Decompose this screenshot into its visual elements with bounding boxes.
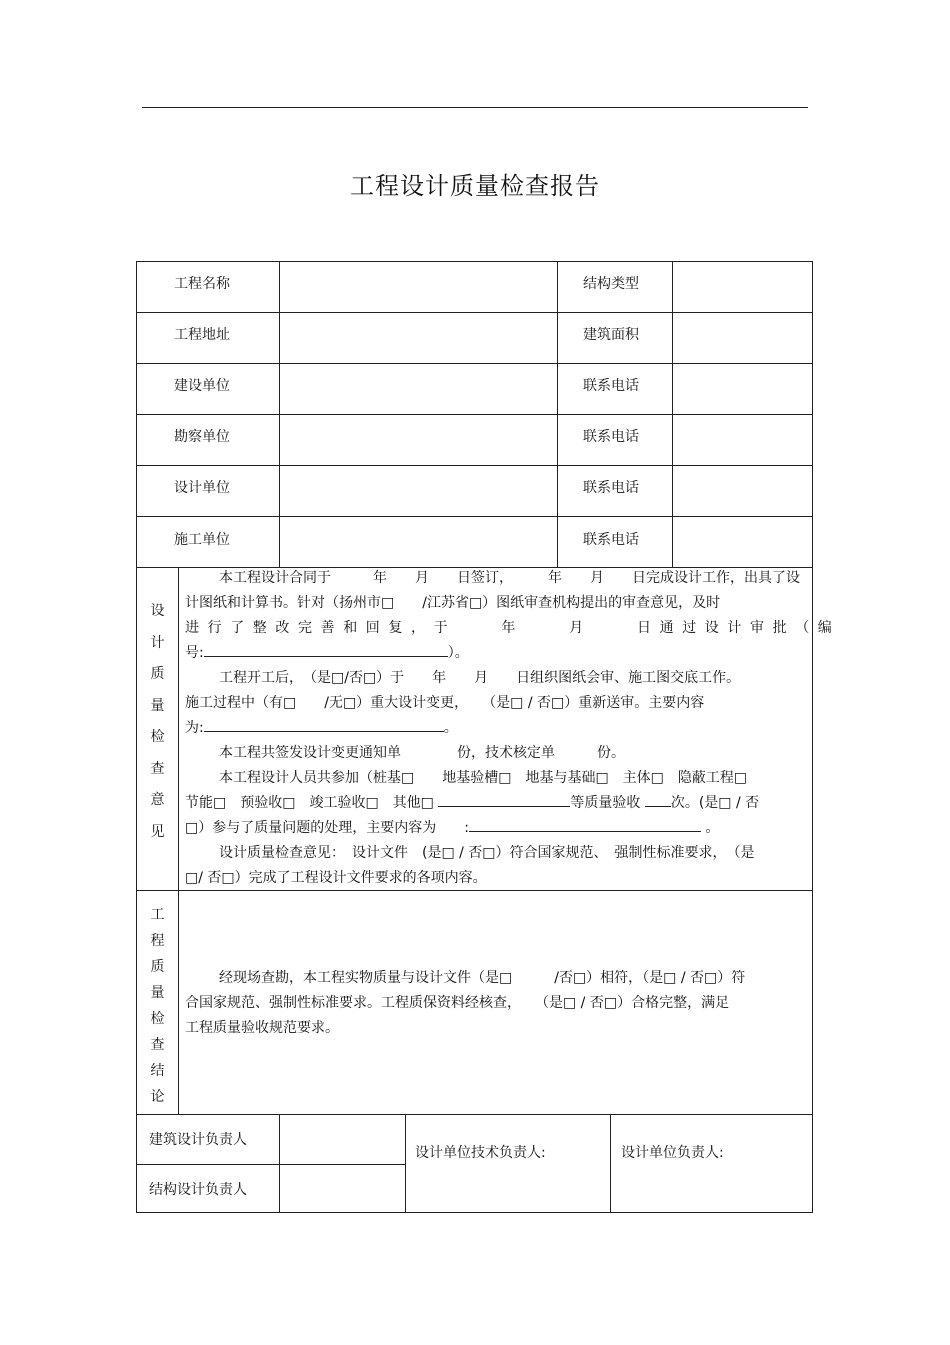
row-divider [137,363,812,364]
col-divider [610,1114,611,1212]
col-divider [178,567,179,1114]
text-line: 计图纸和计算书。针对（扬州市□ /江苏省□）图纸审查机构提出的审查意见，及时 [185,595,721,611]
text-line: □/ 否□）完成了工程设计文件要求的各项内容。 [185,870,487,886]
side-char: 查 [150,760,165,777]
text-line: 经现场查勘，本工程实物质量与设计文件（是□ /否□）相符，（是□ / 否□）符 [219,970,746,986]
side-char: 量 [150,697,165,714]
design-unit-label: 设计单位 [174,480,230,496]
header-rule [142,107,808,108]
struct-design-lead-field[interactable] [280,1165,404,1212]
row-divider [137,414,812,415]
col-divider [405,1114,406,1212]
text-line: 施工过程中（有□ /无□）重大设计变更， （是□ / 否□）重新送审。主要内容 [185,695,705,711]
side-char: 质 [150,959,165,975]
phone-label: 联系电话 [583,378,639,394]
text-fragment: 等质量验收 [570,795,641,811]
fill-blank[interactable] [204,642,448,657]
row-divider [137,312,812,313]
design-check-side-label [137,596,178,848]
design-check-text [185,566,841,891]
building-area-label: 建筑面积 [583,327,639,343]
side-char: 程 [150,933,165,949]
builder-unit-label: 施工单位 [174,532,230,548]
construction-unit-label: 建设单位 [174,378,230,394]
fill-blank[interactable] [469,817,701,832]
text-line [185,716,805,741]
phone-label: 联系电话 [583,429,639,445]
side-char: 查 [150,1037,165,1053]
text-line [185,641,805,666]
text-line: 本工程设计人员共参加（桩基□ 地基验槽□ 地基与基础□ 主体□ 隐蔽工程□ [219,770,748,786]
text-fragment: 号: [185,645,204,661]
row-divider [137,465,812,466]
text-fragment: 。 [705,820,720,836]
side-char: 量 [150,985,165,1001]
project-name-field[interactable] [280,262,556,311]
side-char: 设 [150,603,165,619]
arch-design-lead-field[interactable] [280,1115,404,1163]
survey-unit-label: 勘察单位 [174,429,230,445]
row-divider [137,516,812,517]
side-char: 意 [150,792,165,808]
text-fragment: 。 [443,720,458,736]
text-line: 本工程共签发设计变更通知单 份，技术核定单 份。 [219,745,625,761]
text-line [185,816,805,841]
side-char: 工 [150,907,165,923]
side-char: 检 [150,1011,165,1027]
col-divider [557,262,558,567]
text-line: 设计质量检查意见： 设计文件 (是□ / 否□）符合国家规范、 强制性标准要求， （是 [219,845,755,861]
text-line [185,791,805,816]
side-char: 计 [150,634,165,651]
quality-conclusion-text [185,966,805,1041]
text-fragment: ）。 [447,645,469,661]
side-char: 见 [150,823,165,840]
struct-design-lead-label: 结构设计负责人 [149,1182,247,1198]
text-fragment: 为: [185,720,204,736]
structure-type-field[interactable] [673,262,811,311]
side-char: 结 [150,1063,165,1079]
project-name-label: 工程名称 [174,276,230,292]
structure-type-label: 结构类型 [583,276,639,292]
fill-blank[interactable] [438,792,570,807]
text-line: 工程开工后， （是□/否□）于 年 月 日组织图纸会审、施工图交底工作。 [219,670,741,686]
unit-lead-label: 设计单位负责人: [621,1145,724,1161]
fill-blank[interactable] [204,717,444,732]
quality-conclusion-side-label [137,902,178,1110]
text-line: 进行了整改完善和回复，于 年 月 日通过设计审批（编 [185,620,841,636]
report-table [136,261,841,1213]
page-title: 工程设计质量检查报告 [350,172,600,200]
text-line: 合国家规范、强制性标准要求。工程质保资料经核查， （是□ / 否□）合格完整，满足 [185,995,730,1011]
text-line: 本工程设计合同于 年 月 日签订， 年 月 日完成设计工作，出具了设 [219,570,800,586]
text-fragment: 次。(是□ / 否 [670,795,760,811]
side-char: 检 [150,729,165,745]
text-line: 工程质量验收规范要求。 [185,1020,339,1036]
tech-lead-label: 设计单位技术负责人: [415,1145,546,1161]
fill-blank[interactable] [645,792,671,807]
text-fragment: □）参与了质量问题的处理，主要内容为 : [185,820,469,836]
text-fragment: 节能□ 预验收□ 竣工验收□ 其他□ [185,795,434,811]
row-divider [137,1114,812,1115]
side-char: 质 [150,666,165,682]
side-char: 论 [150,1089,165,1105]
project-address-label: 工程地址 [174,327,230,343]
phone-label: 联系电话 [583,532,639,548]
phone-label: 联系电话 [583,480,639,496]
arch-design-lead-label: 建筑设计负责人 [149,1132,247,1148]
